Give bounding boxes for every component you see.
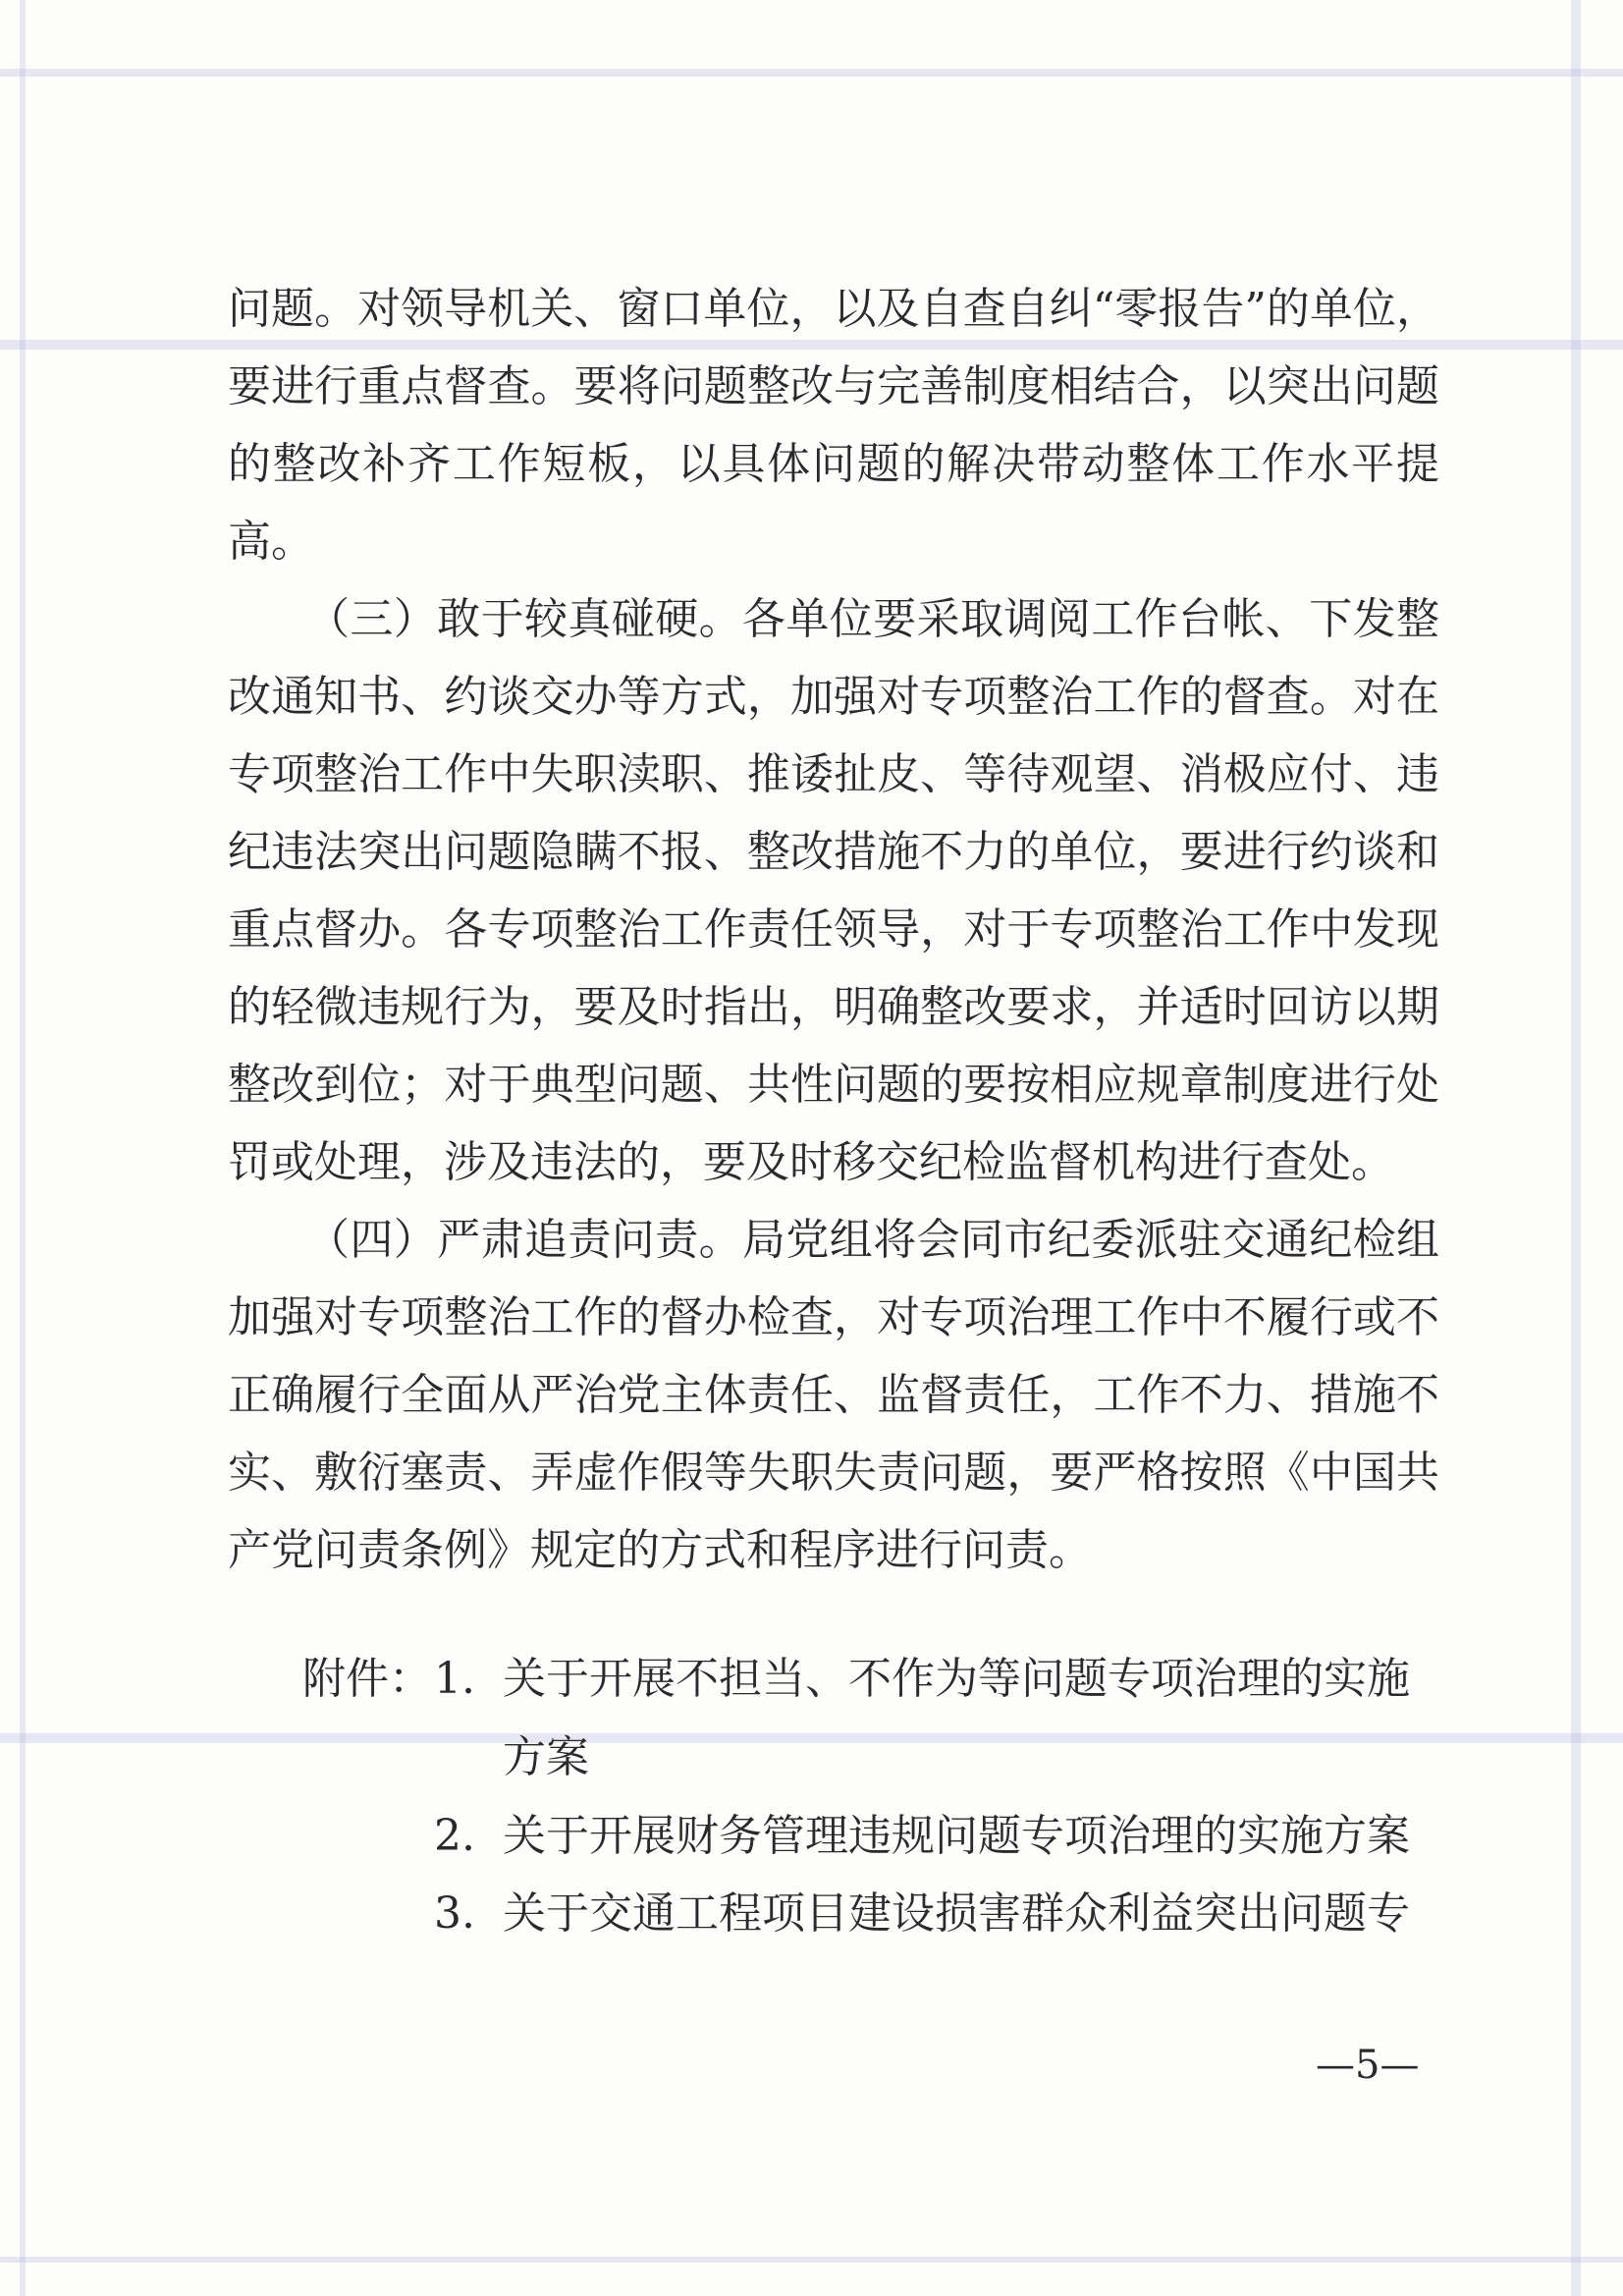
- paragraph-line: 专项整治工作中失职渎职、推诿扯皮、等待观望、消极应付、违: [228, 749, 1439, 799]
- paragraph-line: 要进行重点督查。要将问题整改与完善制度相结合，以突出问题: [228, 361, 1439, 411]
- paragraph-line: 产党问责条例》规定的方式和程序进行问责。: [228, 1525, 1092, 1575]
- paragraph-line: 整改到位；对于典型问题、共性问题的要按相应规章制度进行处: [228, 1060, 1439, 1110]
- section-heading-line: （三）敢于较真碰硬。各单位要采取调阅工作台帐、下发整: [306, 594, 1439, 644]
- attachment-number: 3.: [434, 1888, 475, 1939]
- attachment-title: 方案: [503, 1732, 589, 1782]
- attachment-label: 附件：: [302, 1654, 432, 1704]
- attachment-title: 关于开展不担当、不作为等问题专项治理的实施: [503, 1654, 1410, 1704]
- paragraph-line: 重点督办。各专项整治工作责任领导，对于专项整治工作中发现: [228, 904, 1439, 955]
- paragraph-line: 罚或处理，涉及违法的，要及时移交纪检监督机构进行查处。: [228, 1137, 1394, 1187]
- paragraph-line: 实、敷衍塞责、弄虚作假等失职失责问题，要严格按照《中国共: [228, 1448, 1439, 1498]
- paragraph-line: 改通知书、约谈交办等方式，加强对专项整治工作的督查。对在: [228, 672, 1439, 722]
- attachment-number: 1.: [434, 1654, 475, 1704]
- attachment-number: 2.: [434, 1811, 475, 1861]
- paragraph-line: 问题。对领导机关、窗口单位，以及自查自纠“零报告”的单位，: [228, 284, 1439, 334]
- paragraph-line: 正确履行全面从严治党主体责任、监督责任，工作不力、措施不: [228, 1370, 1439, 1420]
- section-heading-line: （四）严肃追责问责。局党组将会同市纪委派驻交通纪检组: [306, 1215, 1439, 1265]
- attachment-title: 关于开展财务管理违规问题专项治理的实施方案: [503, 1811, 1410, 1861]
- page-number: —5—: [1316, 2043, 1420, 2088]
- paragraph-line: 高。: [228, 517, 314, 567]
- paragraph-line: 的整改补齐工作短板，以具体问题的解决带动整体工作水平提: [228, 439, 1439, 489]
- paragraph-line: 加强对专项整治工作的督办检查，对专项治理工作中不履行或不: [228, 1292, 1439, 1342]
- paragraph-line: 的轻微违规行为，要及时指出，明确整改要求，并适时回访以期: [228, 982, 1439, 1032]
- attachment-title: 关于交通工程项目建设损害群众利益突出问题专: [503, 1888, 1410, 1939]
- paragraph-line: 纪违法突出问题隐瞒不报、整改措施不力的单位，要进行约谈和: [228, 827, 1439, 877]
